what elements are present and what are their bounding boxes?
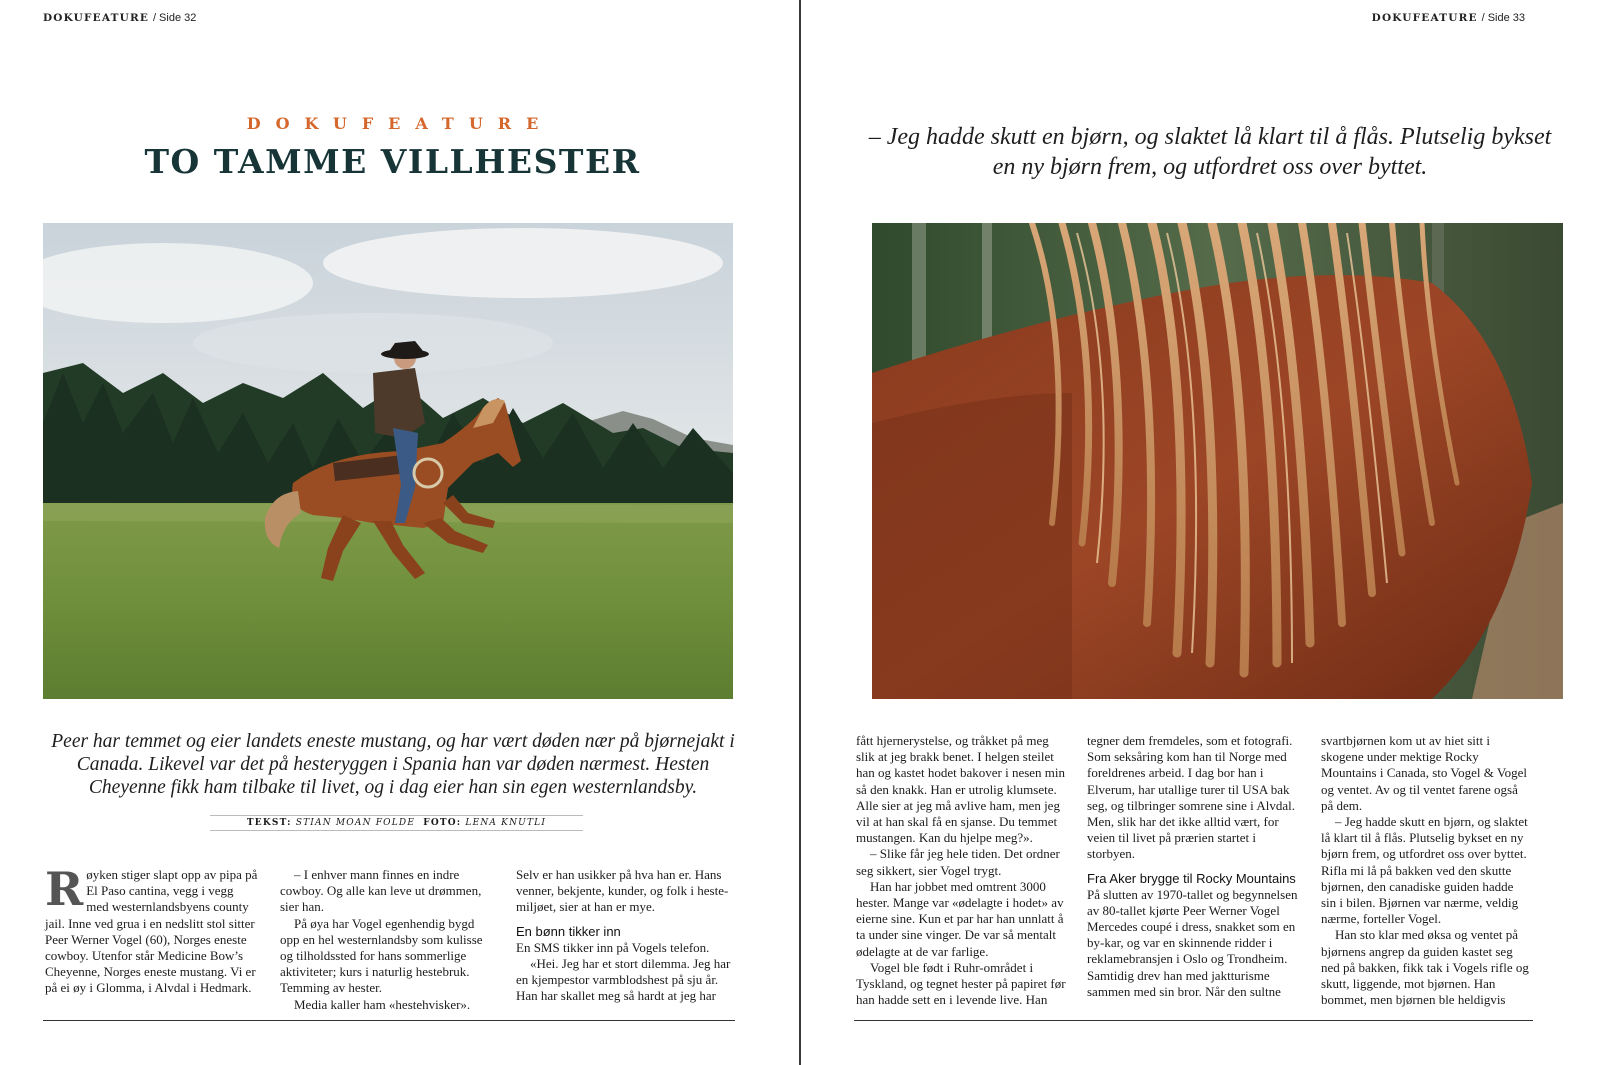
paragraph: På øya har Vogel egenhendig bygd opp en hel westernlandsby som kulisse og tilholdssted for hans sommerlige aktiviteter; kurs i naturlig hestebruk. Temming av hester. <box>280 915 483 996</box>
paragraph: – Slike får jeg hele tiden. Det ordner seg sikkert, sier Vogel trygt. <box>856 846 1060 878</box>
paragraph: Media kaller ham «hestehvisker». <box>294 996 471 1012</box>
paragraph: svartbjørnen kom ut av hiet sitt i skogene under mektige Rocky Mountains i Canada, sto Vogel & Vogel og ventet. Av og til ventet farene også på dem. <box>1321 733 1527 813</box>
byline-photo-label: FOTO: <box>423 818 462 828</box>
subheading: Fra Aker brygge til Rocky Mountains <box>1087 870 1296 886</box>
photo-cowboy-on-horse <box>43 223 733 699</box>
running-head-right <box>1372 12 1525 24</box>
right-page <box>800 0 1599 1065</box>
subheading: En bønn tikker inn <box>516 923 621 939</box>
body-column-4 <box>856 733 1070 1008</box>
body-column-6 <box>1321 733 1531 1008</box>
paragraph: Vogel ble født i Ruhr-området i Tyskland, og tegnet hester på papiret før han hadde sett en i levende live. Han <box>856 959 1066 1008</box>
pull-quote: – Jeg hadde skutt en bjørn, og slaktet lå klart til å flås. Plutselig bykset en ny bjørn frem, og utfordret oss over byttet. <box>868 124 1552 180</box>
lede: Peer har temmet og eier landets eneste mustang, og har vært døden nær på bjørnejakt i Canada. Likevel var det på hesteryggen i Spania han var døden nærmest. Hesten Cheyenne fikk ham tilbake til livet, og i dag eier han sin egen westernlandsby. <box>51 731 735 798</box>
paragraph: fått hjernerystelse, og tråkket på meg slik at jeg brakk benet. I helgen steilet han og kastet hodet bakover i nesen min så den knakk. Han er utrolig klumsete. Alle sier at jeg må avlive ham, men jeg vil at han skal få en sjanse. Du temmet mustangen. Kan du hjelpe meg?». <box>856 733 1066 846</box>
body-column-1 <box>45 862 259 997</box>
bottom-rule <box>43 1020 735 1021</box>
body-column-3 <box>516 867 734 1004</box>
running-head-page: / Side 32 <box>152 12 197 24</box>
paragraph: øyken stiger slapt opp av pipa på El Paso cantina, vegg i vegg med westernlandsbyens county jail. Inne ved grua i en nedslitt stol sitter Peer Werner Vogel (60), Norges eneste cowboy. Utenfor står Medicine Bow’s Cheyenne, Norges eneste mustang. Vi er på ei øy i Glomma, i Alvdal i Hedmark. <box>45 867 258 996</box>
byline <box>210 815 583 831</box>
body-column-2 <box>280 867 492 1013</box>
running-head-page: / Side 33 <box>1481 12 1525 24</box>
drop-cap: R <box>45 862 84 916</box>
byline-author: STIAN MOAN FOLDE <box>295 818 416 828</box>
paragraph: Han sto klar med øksa og ventet på bjørnens angrep da guiden kastet seg ned på bakken, fikk tak i Vogels rifle og skutt, liggende, mot bjørnen. Han bommet, men bjørnen ble heldigvis <box>1321 927 1529 1008</box>
byline-photographer: LENA KNUTLI <box>465 818 547 828</box>
body-column-5 <box>1087 733 1303 1000</box>
paragraph: «Hei. Jeg har et stort dilemma. Jeg har en kjempestor varmblodshest på sju år. Han har skallet meg så hardt at jeg har <box>516 955 731 1004</box>
paragraph: En SMS tikker inn på Vogels telefon. <box>516 939 710 955</box>
byline-text-label: TEKST: <box>246 818 292 828</box>
paragraph: Han har jobbet med omtrent 3000 hester. Mange var «ødelagte i hodet» av eierne sine. Kun et par har han unnlatt å ta under sine vinger. De var så mentalt ødelagte at de var farlige. <box>856 878 1064 959</box>
photo-horse-mane <box>872 223 1563 699</box>
running-head-section: DOKUFEATURE <box>1371 12 1478 24</box>
paragraph: tegner dem fremdeles, som et fotografi. Som seksåring kom han til Norge med foreldrenes arbeid. I dag bor han i Elverum, har utallige turer til USA bak seg, og tilbringer somrene sine i Alvdal. Men, slik har det ikke alltid vært, for veien til livet på prærien startet i storbyen. <box>1087 733 1295 862</box>
running-head-left <box>43 12 196 24</box>
running-head-section: DOKUFEATURE <box>43 12 150 24</box>
kicker: DOKUFEATURE <box>246 114 554 133</box>
paragraph: Selv er han usikker på hva han er. Hans venner, bekjente, kunder, og folk i heste-miljøet, sier at han er mye. <box>516 867 729 915</box>
paragraph: – I enhver mann finnes en indre cowboy. Og alle kan leve ut drømmen, sier han. <box>280 867 482 915</box>
paragraph: – Jeg hadde skutt en bjørn, og slaktet lå klart til å flås. Plutselig bykset en ny bjørn frem, og utfordret oss over byttet. Rifla mi lå på bakken ved den skutte bjørnen, den canadiske guiden hadde sin i bilen. Bjørnen var nærme, veldig nærme, forteller Vogel. <box>1321 814 1528 927</box>
paragraph: På slutten av 1970-tallet og begynnelsen av 80-tallet kjørte Peer Werner Vogel Mercedes coupé i dress, snakket som en by-kar, og var en skinnende ridder i reklamebransjen i Oslo og Trondheim. Samtidig drev han med jaktturisme sammen med sin bror. Når den sultne <box>1087 886 1298 999</box>
bottom-rule <box>854 1020 1533 1021</box>
article-title: TO TAMME VILLHESTER <box>144 142 641 181</box>
